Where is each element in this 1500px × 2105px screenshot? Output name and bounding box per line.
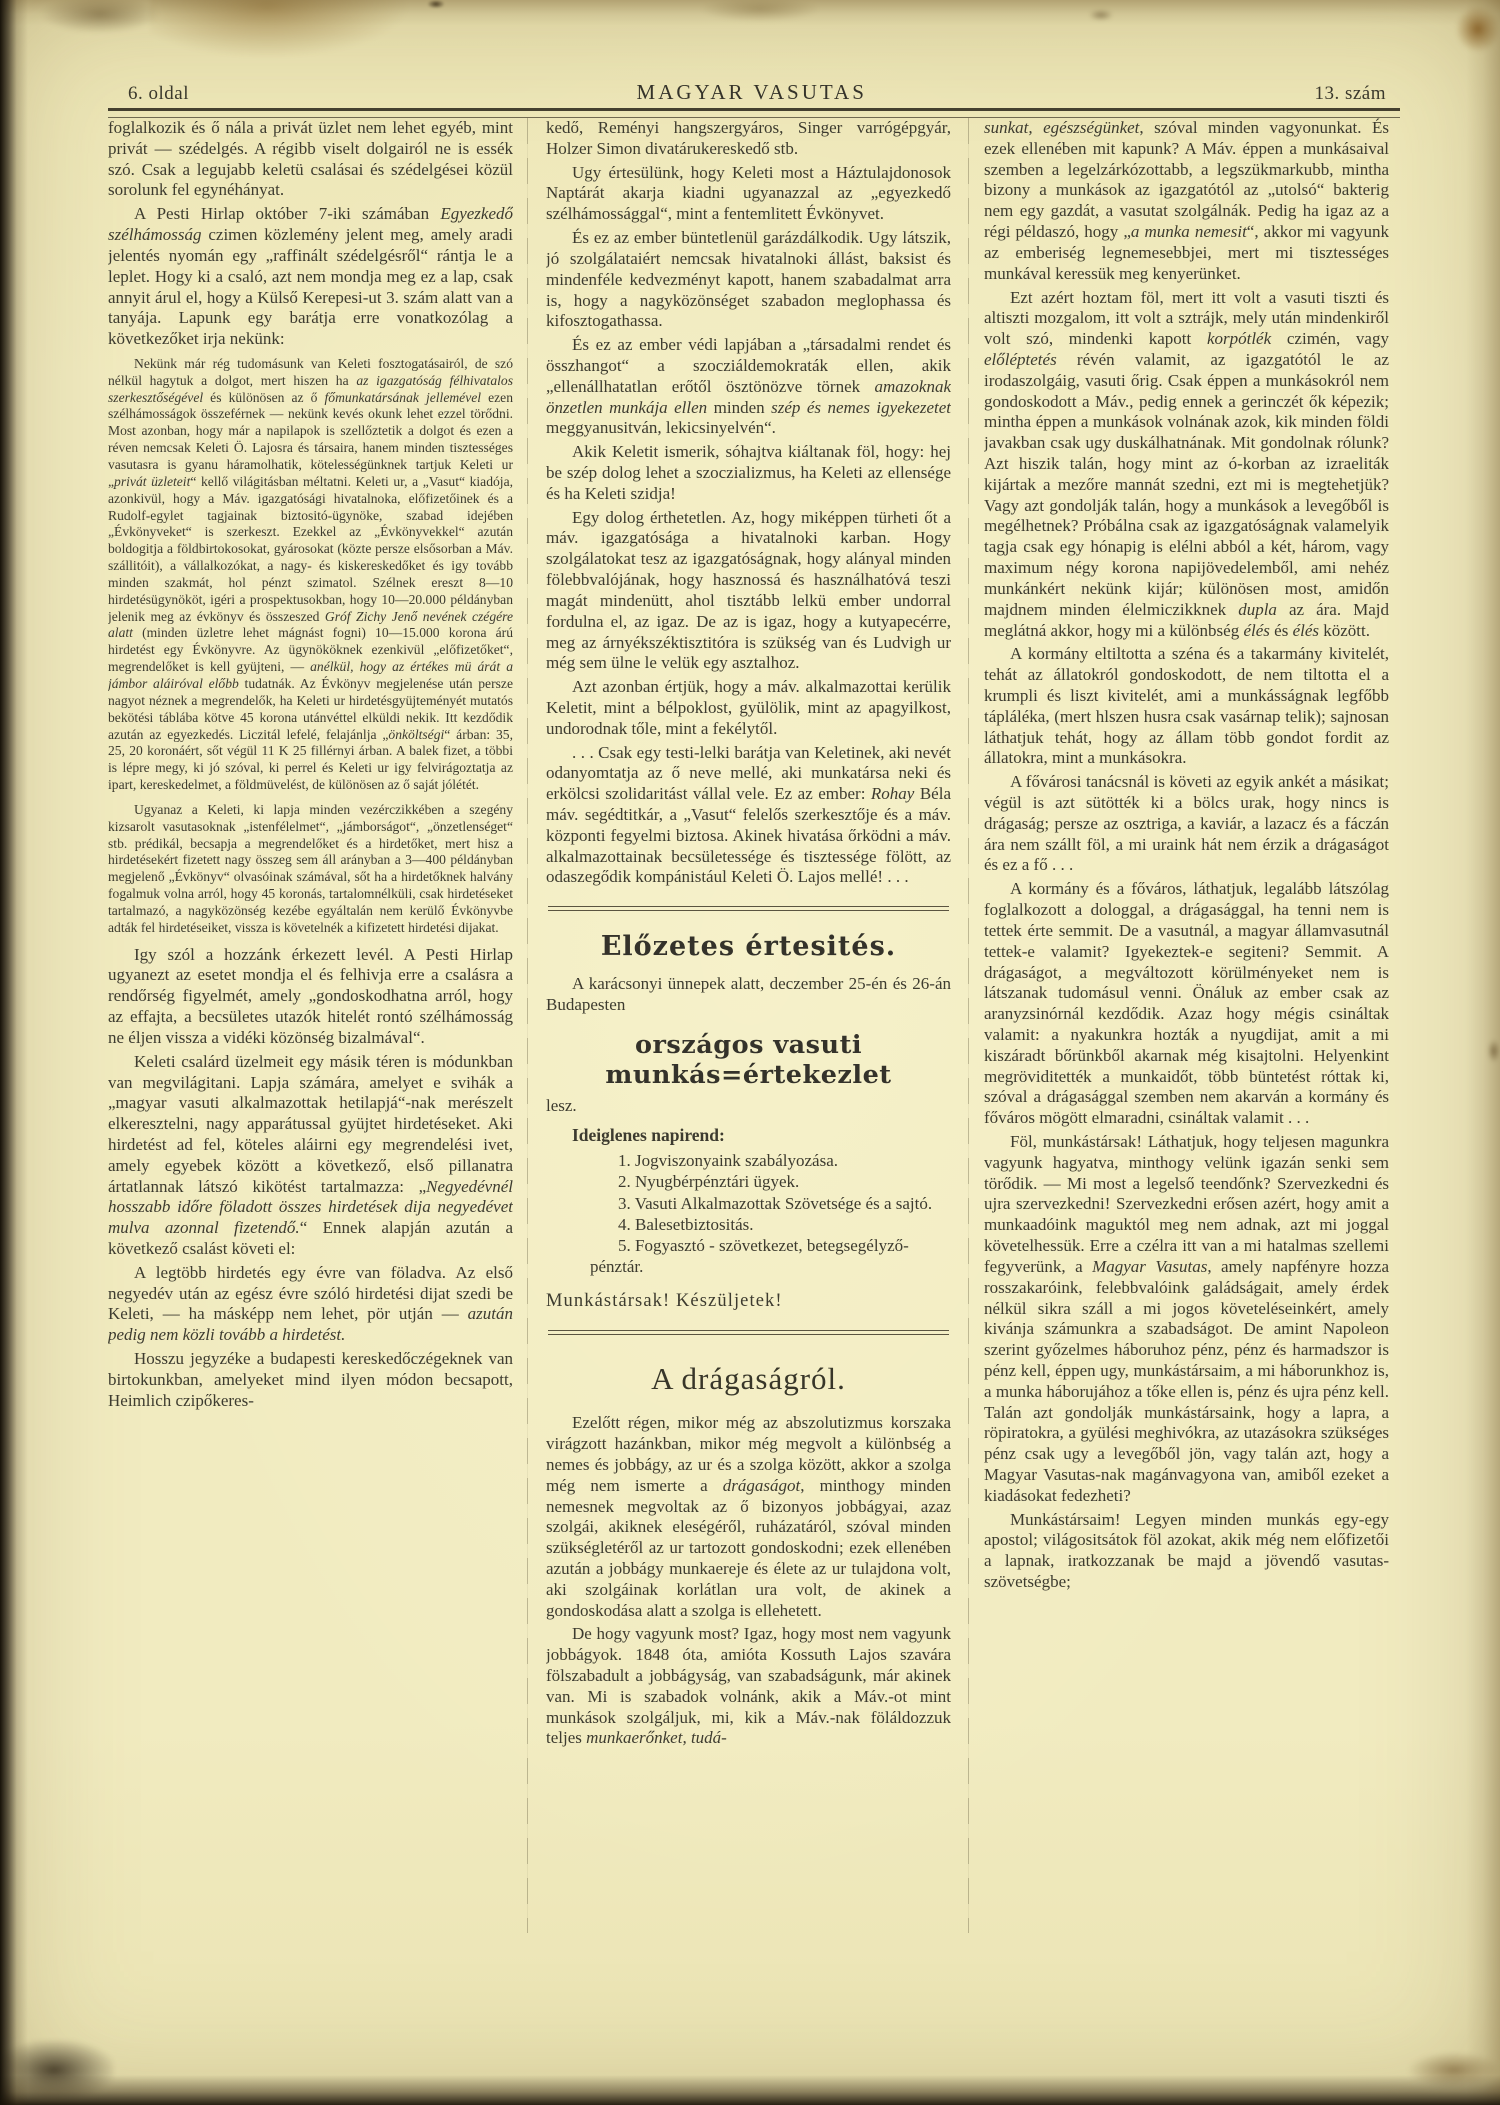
- paragraph: Ezelőtt régen, mikor még az abszolutizmus korszaka virágzott hazánkban, mikor még megvolt a különbség a nemes és jobbágy, az ur és a szolga között, akkor a szolga még nem ismerte a drágaságot, minthogy minden nemesnek megvoltak az ő bizonyos jobbágyai, azaz szolgái, akiknek eleségéről, ruházatáról, szóval minden szükségletéről az ur tartozott gondoskodni; ezek ellenében azután a jobbágy munkaereje és élete az ur tulajdona volt, aki szolgáinak korlátlan ura volt, de akinek a gondoskodása alatt a szolga is ellehetett.: [546, 1413, 951, 1620]
- page-header: [108, 80, 1400, 118]
- notice-title: Előzetes értesités.: [600, 931, 897, 963]
- paragraph: És ez az ember védi lapjában a „társadalmi rendet és összhangot“ a szocziáldemokraták ellen, akik „ellenállhatatlan erőtől ösztönözve törnek amazoknak önzetlen munkája ellen minden szép és nemes igyekezetet meggyanusitván, lekicsinyelvén“.: [546, 335, 951, 438]
- page-number: 6. oldal: [128, 83, 189, 104]
- column-2: [546, 118, 951, 1950]
- paragraph: És ez az ember büntetlenül garázdálkodik. Ugy látszik, jó szolgálataiért nemcsak hivatalnoki állást, baksist és mindenféle kedvezményt kapott, hanem szabadalmat arra is, hogy a nagyközönséget szabadon meglophassa és kifosztogathassa.: [546, 228, 951, 331]
- column-divider: [527, 118, 528, 1933]
- paragraph: Keleti csalárd üzelmeit egy másik téren is módunkban van megvilágitani. Lapja számára, amelyet e svihák a „magyar vasuti alkalmazottak hetilapjá“-nak merészelt elkeresztelni, nagy apparátussal gyüjtet hirdetéseket. Aki hirdetést ad fel, köteles aláirni egy megrendelési ivet, amely egyebek között a következő, első pillanatra ártatlannak látszó kikötést tartalmazza: „Negyedévnél hosszabb időre föladott összes hirdetések dija negyedévet mulva azonnal fizetendő.“ Ennek alapján azután a következő csalást követi el:: [108, 1051, 513, 1258]
- paragraph: A Pesti Hirlap október 7-iki számában Egyezkedő szélhámosság czimen közlemény jelent meg, amely aradi jelentés nyomán egy „raffinált szédelgésről“ rántja le a leplet. Hogy ki a csaló, azt nem mondja meg ez a lap, csak annyit árul el, hogy a Külső Kerepesi-ut 3. szám alatt van a tanyája. Lapunk egy barátja erre vonatkozólag a következőket irja nekünk:: [108, 204, 513, 349]
- masthead-title: MAGYAR VASUTAS: [636, 80, 867, 104]
- paragraph: A fővárosi tanácsnál is követi az egyik ankét a másikat; végül is azt sütötték ki a bölcs urak, hogy nincs is drágaság; persze az osztriga, a kaviár, a lazacz és a fáczán ára nem szállt föl, a mi uraink hát nem érzik a drágaságot és ez a fő . . .: [984, 772, 1389, 875]
- paragraph: A legtöbb hirdetés egy évre van föladva. Az első negyedév után az egész évre szóló hirdetési dijat szedi be Keleti, — ha másképp nem lehet, pör utján — azután pedig nem közli tovább a hirdetést.: [108, 1262, 513, 1345]
- aged-edge-top: [0, 0, 1500, 26]
- aged-edge-left: [0, 0, 28, 2105]
- section-rule: [548, 906, 949, 911]
- agenda-list: [546, 1150, 951, 1278]
- continuation-paragraph: kedő, Reményi hangszergyáros, Singer varrógépgyár, Holzer Simon divatárukereskedő stb.: [546, 118, 951, 158]
- section-rule: [548, 1330, 949, 1335]
- paragraph: Egy dolog érthetetlen. Az, hogy miképpen türheti őt a máv. igazgatósága a hivatalnoki karban. Hogy szolgálatokat tesz az igazgatóságnak, hogy alányal minden fölebbvalójának, hogy hasznossá és használhatóvá teszi magát mindenütt, ahol tisztább lelkü ember undorral fordulna el, az igaz. De az is igaz, hogy a kutyapecérre, meg az árnyékszéktisztitóra is szükség van és Ludvigh ur még sem ülne le velük egy asztalhoz.: [546, 507, 951, 673]
- column-divider: [968, 118, 969, 1933]
- paragraph: Hosszu jegyzéke a budapesti kereskedőczégeknek van birtokunkban, amelyeket mind ilyen módon becsapott, Heimlich czipőkeres-: [108, 1349, 513, 1410]
- paragraph: Ezt azért hoztam föl, mert itt volt a vasuti tiszti és altiszti mozgalom, itt volt a sztrájk, mely után mindenkiről volt szó, mindenki kapott korpótlék czimén, vagy előléptetés révén valamit, az igazgatótól le az irodaszolgáig, vasuti őrig. Csak éppen a munkásokról nem gondoskodott a Máv., pedig ennek a gerinczét ők képezik; mintha éppen a munkások volnának azok, kik minden földi javakban csak ugy duskálhatnának. Mit gondolnak rólunk? Azt hiszik talán, hogy mint az ó-korban az izraeliták kijártak a mezőre mannát szedni, ezt mi is megtehetjük? Vagy azt gondolják talán, hogy a munkások a levegőből is megélhetnek? Próbálna csak az igazgatóságnak valamelyik tagja csak egy hónapig is elélni abból a két, három, vagy maximum négy korona napijövedelemből, ami nehéz munkánkért nekünk kijár; különösen most, amidőn majdnem minden élelmiczikknek dupla az ára. Majd meglátná akkor, hogy mi a különbség élés és élés között.: [984, 287, 1389, 640]
- header-rule: [108, 108, 1400, 118]
- column-1: [108, 118, 513, 1950]
- closing-call: Munkástársak! Készüljetek!: [546, 1290, 783, 1311]
- paragraph: Föl, munkástársak! Láthatjuk, hogy teljesen magunkra vagyunk hagyatva, minthogy velünk igazán senki sem törődik. — Mi most a legelső teendőnk? Szervezkedni és ujra szervezkedni! Szervezkedni erősen azért, hogy amit a munkaadóink maguktól meg nem adnak, azt mi joggal követelhessük. Erre a czélra itt van a mi hatalmas szellemi fegyverünk, a Magyar Vasutas, amely napfényre hozza rosszakaróink, felebbvalóink galádságait, amely érdek nélkül sikra száll a mi jogos követeléseinkért, amely kivánja számunkra a szabadságot. De amint Napoleon szerint győzelmes háboruhoz pénz, pénz és harmadszor is pénz kell, éppen ugy, munkástársaim, a mi háborunkhoz is, a munka háborujához a tőke ellen is, pénz és ujra pénz kell. Talán azt gondolják munkástársaink, hogy a lapra, a röpiratokra, a gyülési meghivókra, az utazásokra szükséges pénz csak ugy a levegőből jön, vagy talán azt, hogy a Magyar Vasutas-nak magánvagyona van, amiből ezeket a kiadásokat fedezheti?: [984, 1132, 1389, 1505]
- conference-title: országos vasuti munkás=értekezlet: [605, 1029, 892, 1090]
- aged-edge-bottom: [0, 2075, 1500, 2105]
- agenda-item: 1. Jogviszonyaink szabályozása.: [618, 1151, 838, 1171]
- agenda-item: 4. Balesetbiztositás.: [618, 1214, 754, 1234]
- paragraph: A kormány és a főváros, láthatjuk, legalább látszólag foglalkozott a dologgal, a drágasággal, ha tenni nem is tettek érte semmit. De a vasutnál, a magyar államvasutnál tettek-e valamit? Igyekeztek-e segiteni? Semmit. A drágaságot, a megváltozott körülményeket nem is látszanak tudomásul venni. Önáluk az ember csak az aranyzsinórnál kezdődik. Azaz hogy mégis csináltak valamit: a nyakunkra hozták a nyugdijat, amit a mi kiszáradt bőrünkből akarnak még kisajtolni. Helyenkint megröviditették a munkaidőt, több büntetést róttak ki, szóval a drágasággal szemben nem akarván a kormány és főváros mögött elmaradni, csináltak valamit . . .: [984, 879, 1389, 1128]
- agenda-item: 5. Fogyasztó - szövetkezet, betegsegélyző-pénztár.: [590, 1236, 909, 1277]
- agenda-item: 2. Nyugbérpénztári ügyek.: [618, 1172, 800, 1192]
- agenda-heading: Ideiglenes napirend:: [572, 1124, 725, 1145]
- paragraph: lesz.: [546, 1095, 577, 1115]
- letter-excerpt: Ugyanaz a Keleti, ki lapja minden vezérczikkében a szegény kizsarolt vasutasoknak „istenfélelmet“, „jámborságot“, „önzetlenséget“ stb. prédikál, becsapja a megrendelőket és a hirdetőket, mert hisz a hirdetésekért fizetett nagy összeg sem áll arányban a 3—400 példányban megjelenő „Évkönyv“ olvasóinak számával, sőt ha a hirdetőknek halvány fogalmuk volna arról, hogy 45 koronás, tartalomnélküli, csak hirdetéseket tartalmazó, a nagyközönség kezébe egyáltalán nem kerülő Évkönyvbe adták fel hirdetéseiket, vissza is követelnék a kifizetett hirdetési dijakat.: [108, 801, 513, 935]
- paragraph: Akik Keletit ismerik, sóhajtva kiáltanak föl, hogy: hej be szép dolog lehet a szoczializmus, ha Keleti az ellensége és ha Keleti szidja!: [546, 442, 951, 503]
- paragraph: Azt azonban értjük, hogy a máv. alkalmazottai kerülik Keletit, mint a bélpoklost, gyülölik, mint az apagyilkost, undorodnak tőle, mint a fekélytől.: [546, 677, 951, 738]
- issue-number: 13. szám: [1314, 83, 1386, 104]
- paragraph: A karácsonyi ünnepek alatt, deczember 25-én és 26-án Budapesten: [546, 974, 951, 1015]
- aged-edge-right: [1466, 0, 1500, 2105]
- paragraph: De hogy vagyunk most? Igaz, hogy most nem vagyunk jobbágyok. 1848 óta, amióta Kossuth Lajos szavára fölszabadult a jobbágyság, van szabadságunk, már akinek van. Mi is szabadok volnánk, akik a Máv.-ot mint munkások szolgáljuk, mi, kik a Máv.-nak föláldozzuk teljes munkaerőnket, tudá-: [546, 1624, 951, 1748]
- continuation-paragraph: foglalkozik és ő nála a privát üzlet nem lehet egyéb, mint privát — szédelgés. A régibb viselt dolgairól ne is essék szó. Csak a legujabb keletü csalásai és szédelgései közül sorolunk fel egynéhányat.: [108, 118, 513, 200]
- agenda-item: 3. Vasuti Alkalmazottak Szövetsége és a sajtó.: [618, 1193, 933, 1213]
- continuation-paragraph: sunkat, egészségünket, szóval minden vagyonunkat. És ezek ellenében mit kapunk? A Máv. éppen a munkásaival szemben a legelzárkózottabb, a legszükmarkubb, mintha bizony a munkások az igazgatótól az „utolsó“ bakterig nem egy gazdát, a vasutat szolgálnák. Pedig ha igaz az a régi példaszó, hogy „a munka nemesit“, akkor mi vagyunk az emberiség legnemesebbjei, mert mi tisztességes munkával keressük meg kenyerünket.: [984, 118, 1389, 283]
- letter-excerpt: Nekünk már rég tudomásunk van Keleti fosztogatásairól, de szó nélkül hagytuk a dolgot, mert hiszen ha az igazgatóság félhivatalos szerkesztőségével és különösen az ő főmunkatársának jellemével ezen szélhámosságok összeférnek — nekünk kevés okunk lehet ezzel törődni. Most azonban, hogy már a napilapok is szellőztetik a dolgot és ezen a réven nemcsak Keleti Ö. Lajosra és társaira, hanem minden tisztességes vasutasra is gyanu háramolhatik, kötelességünknek tartjuk Keleti ur „privát üzleteit“ kellő világitásban méltatni. Keleti ur, a „Vasut“ kiadója, azonkivül, hogy a Máv. igazgatósági hivatalnoka, előfizetőinek és a Rudolf-egylet tagjainak biztositó-ügynöke, szabad idejében „Évkönyveket“ is szerkeszt. Ezekkel az „Évkönyvekkel“ azután boldogitja a földbirtokosokat, gyárosokat (közte persze elsősorban a Máv. szállitóit), a vállalkozókat, a nagy- és kiskereskedőket és igy tovább minden szakmát, hol pénzt szimatol. Szélnek ereszt 8—10 hirdetésügynököt, igéri a prospektusokban, hogy 10—20.000 példányban jelenik meg az évkönyv és összeszed Gróf Zichy Jenő nevének czégére alatt (minden üzletre lehet mágnást fogni) 10—15.000 korona árú hirdetést egy Évkönyvre. Az ügynököknek ezenkivül „előfizetőket“, megrendelőket is kell gyüjteni, — anélkül, hogy az értékes mü árát a jámbor aláiróval előbb tudatnák. Az Évkönyv megjelenése után persze nagyot néznek a megrendelők, ha Keleti ur hirdetésgyüjteményét mutatós bekötési táblába kötve 45 korona utánvéttel elküldi nekik. Itt kezdődik azután az egyezkedés. Liczitál lefelé, felajánlja „önköltségi“ árban: 35, 25, 20 koronáért, sőt végül 11 K 25 fillérnyi árban. A balek fizet, a többi is lépre megy, ki jó szóval, ki perrel és Keleti ur igy felvirágoztatja az ipart, kereskedelmet, a földmüvelést, de különösen az ő saját jólétét.: [108, 355, 513, 793]
- paragraph: Ugy értesülünk, hogy Keleti most a Háztulajdonosok Naptárát akarja kiadni ugyanazzal az „egyezkedő szélhámossággal“, mint a fentemlitett Évkönyvet.: [546, 162, 951, 224]
- paragraph: . . . Csak egy testi-lelki barátja van Keletinek, aki nevét odanyomtatja az ő neve mellé, aki munkatársa neki és erkölcsi szolidaritást vállal vele. Ez az ember: Rohay Béla máv. segédtitkár, a „Vasut“ felelős szerkesztője és a máv. központi fegyelmi biztosa. Akinek hivatása őrködni a máv. alkalmazottainak becsületessége és tisztessége fölött, az odaszegődik kompánistául Keleti Ö. Lajos mellé! . . .: [546, 742, 951, 887]
- column-3: [984, 118, 1389, 1950]
- article-title: A drágaságról.: [651, 1361, 846, 1397]
- article-columns: [108, 118, 1400, 1950]
- paragraph: Igy szól a hozzánk érkezett levél. A Pesti Hirlap ugyanezt az esetet mondja el és felhivja erre a csalásra a rendőrség figyelmét, amely „gondoskodhatna arról, hogy az effajta, a becsületes utazók hitelét rontó szélhámosság ne éljen vissza a vidéki közönség bizalmával“.: [108, 944, 513, 1047]
- paragraph: A kormány eltiltotta a széna és a takarmány kivitelét, tehát az állatokról gondoskodott, de nem tiltotta el a krumpli és liszt kivitelét, ami a munkásságnak legfőbb tápláléka, (mert hlszen husra csak vasárnap telik); sajnosan láthatjuk tehát, hogy az állam több gondot fordit az állatokra, mint a munkásokra.: [984, 644, 1389, 768]
- paragraph: Munkástársaim! Legyen minden munkás egy-egy apostol; világositsátok föl azokat, akik még nem előfizetői a lapnak, iratkozzanak be majd a jövendő vasutas-szövetségbe;: [984, 1509, 1389, 1592]
